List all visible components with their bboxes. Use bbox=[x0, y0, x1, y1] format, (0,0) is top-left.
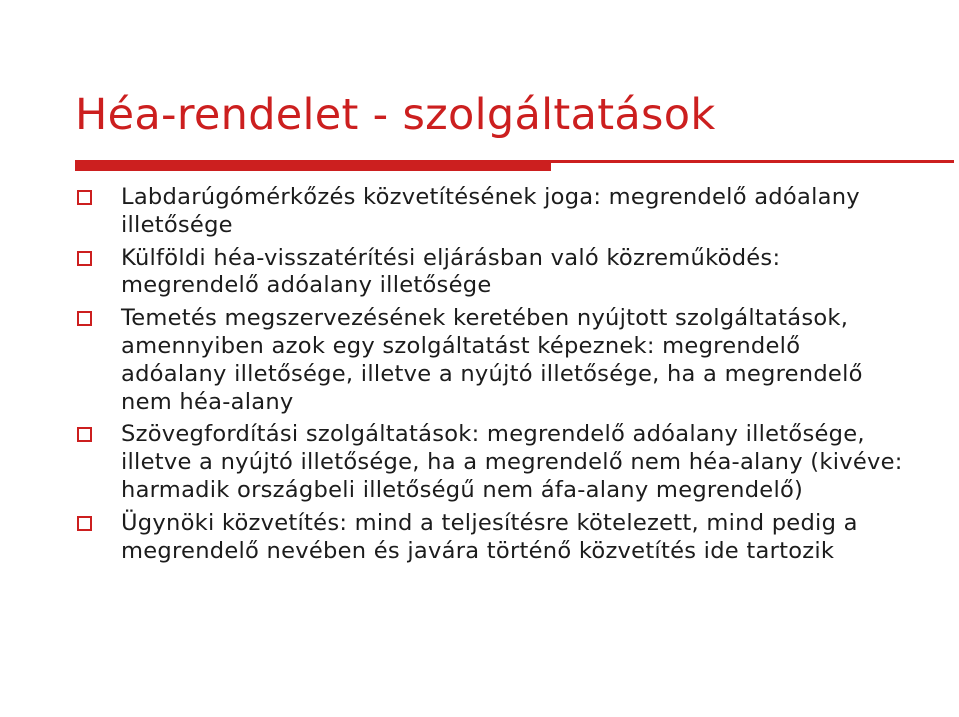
square-bullet-icon bbox=[77, 311, 92, 326]
square-bullet-icon bbox=[77, 427, 92, 442]
bullet-text: Labdarúgómérkőzés közvetítésének joga: megrendelő adóalany illetősége bbox=[121, 184, 860, 238]
bullet-item bbox=[74, 421, 904, 504]
title-underline-thin bbox=[551, 160, 954, 163]
bullet-item bbox=[74, 305, 904, 416]
square-bullet-icon bbox=[77, 190, 92, 205]
bullet-list bbox=[74, 184, 904, 570]
square-bullet-icon bbox=[77, 516, 92, 531]
bullet-text: Ügynöki közvetítés: mind a teljesítésre kötelezett, mind pedig a megrendelő nevében és javára történő közvetítés ide tartozik bbox=[121, 509, 858, 564]
square-bullet-icon bbox=[77, 251, 92, 266]
title-underline-thick bbox=[75, 160, 551, 171]
bullet-text: Külföldi héa-visszatérítési eljárásban való közreműködés: megrendelő adóalany illetősége bbox=[121, 244, 781, 299]
bullet-text: Szövegfordítási szolgáltatások: megrendelő adóalany illetősége, illetve a nyújtó illetősége, ha a megrendelő nem héa-alany (kivéve: harmadik országbeli illetőségű nem áfa-alany megrendelő) bbox=[121, 421, 903, 503]
bullet-item bbox=[74, 184, 904, 240]
bullet-item bbox=[74, 510, 904, 566]
bullet-text: Temetés megszervezésének keretében nyújtott szolgáltatások, amennyiben azok egy szolgáltatást képeznek: megrendelő adóalany illetősége, illetve a nyújtó illetősége, ha a megrendelő nem héa-alany bbox=[121, 305, 863, 415]
slide-title: Héa-rendelet - szolgáltatások bbox=[75, 90, 716, 140]
bullet-item bbox=[74, 245, 904, 301]
